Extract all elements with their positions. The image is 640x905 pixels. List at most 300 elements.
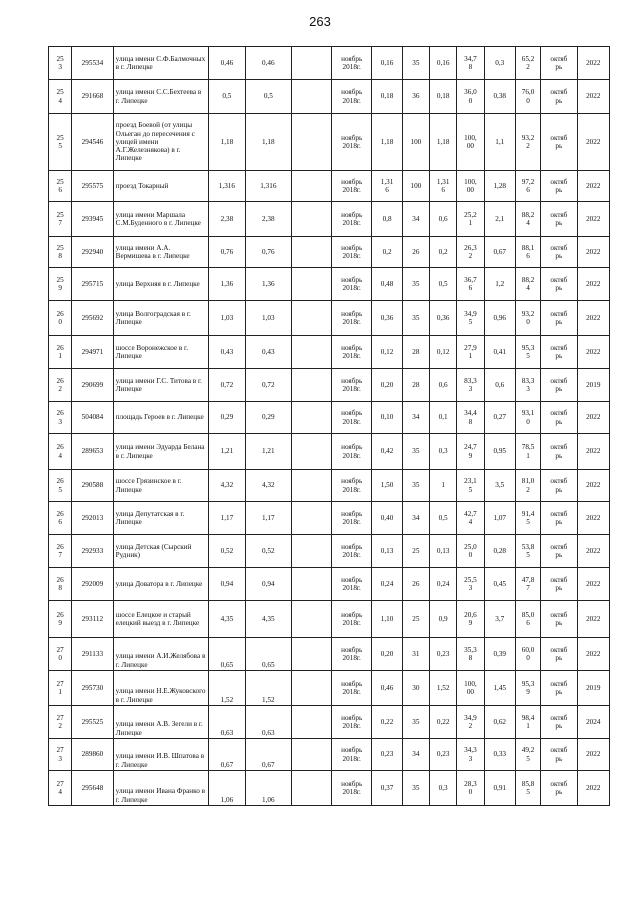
value-2: 31: [402, 638, 429, 671]
target-month: октяб рь: [541, 336, 577, 369]
blank-cell: [291, 671, 331, 706]
value-5: 1,07: [484, 502, 515, 535]
row-number: 25 4: [49, 80, 72, 114]
road-id: 295575: [72, 171, 113, 202]
value-1: 0,12: [372, 336, 402, 369]
row-number: 27 2: [49, 706, 72, 739]
road-id: 295525: [72, 706, 113, 739]
value-2: 100: [402, 114, 429, 171]
value-6: 95,3 9: [515, 671, 540, 706]
survey-month: ноябрь 2018г.: [331, 535, 371, 568]
value-4: 27,9 1: [457, 336, 484, 369]
survey-month: ноябрь 2018г.: [331, 202, 371, 237]
blank-cell: [291, 535, 331, 568]
survey-month: ноябрь 2018г.: [331, 301, 371, 336]
row-number: 27 1: [49, 671, 72, 706]
row-number: 27 4: [49, 771, 72, 806]
value-6: 88,1 6: [515, 237, 540, 268]
table-row: [49, 114, 610, 171]
value-4: 34,4 8: [457, 402, 484, 434]
row-number: 26 2: [49, 369, 72, 402]
target-month: октяб рь: [541, 568, 577, 601]
length-total: 1,17: [208, 502, 245, 535]
length-total: 1,18: [208, 114, 245, 171]
length-total: 1,316: [208, 171, 245, 202]
road-name: улица имени А.А. Вермишева в г. Липецке: [113, 237, 208, 268]
road-name: шоссе Воронежское в г. Липецке: [113, 336, 208, 369]
road-name: улица имени Н.Е.Жуковского в г. Липецке: [113, 671, 208, 706]
value-6: 85,8 5: [515, 771, 540, 806]
target-month: октяб рь: [541, 601, 577, 638]
value-4: 20,6 9: [457, 601, 484, 638]
value-1: 0,23: [372, 739, 402, 771]
value-1: 1,50: [372, 470, 402, 502]
target-month: октяб рь: [541, 638, 577, 671]
value-3: 0,24: [430, 568, 457, 601]
survey-month: ноябрь 2018г.: [331, 601, 371, 638]
length-repair: 0,43: [246, 336, 291, 369]
target-year: 2022: [577, 638, 609, 671]
row-number: 26 8: [49, 568, 72, 601]
target-year: 2022: [577, 47, 609, 80]
value-6: 98,4 1: [515, 706, 540, 739]
value-6: 53,8 5: [515, 535, 540, 568]
target-year: 2022: [577, 771, 609, 806]
blank-cell: [291, 237, 331, 268]
value-4: 34,9 5: [457, 301, 484, 336]
survey-month: ноябрь 2018г.: [331, 237, 371, 268]
table-row: [49, 568, 610, 601]
target-month: октяб рь: [541, 47, 577, 80]
value-2: 30: [402, 671, 429, 706]
value-4: 23,1 5: [457, 470, 484, 502]
value-6: 95,3 5: [515, 336, 540, 369]
road-name: улица Детская (Сырский Рудник): [113, 535, 208, 568]
length-repair: 0,29: [246, 402, 291, 434]
target-month: октяб рь: [541, 202, 577, 237]
survey-month: ноябрь 2018г.: [331, 434, 371, 470]
road-id: 290699: [72, 369, 113, 402]
value-3: 0,12: [430, 336, 457, 369]
value-2: 34: [402, 402, 429, 434]
target-month: октяб рь: [541, 369, 577, 402]
road-id: 291133: [72, 638, 113, 671]
value-4: 26,3 2: [457, 237, 484, 268]
value-6: 97,2 6: [515, 171, 540, 202]
road-id: 292009: [72, 568, 113, 601]
value-5: 0,95: [484, 434, 515, 470]
road-name: улица имени А.И.Желябова в г. Липецке: [113, 638, 208, 671]
value-1: 1,18: [372, 114, 402, 171]
target-year: 2022: [577, 434, 609, 470]
value-1: 0,20: [372, 638, 402, 671]
survey-month: ноябрь 2018г.: [331, 771, 371, 806]
survey-month: ноябрь 2018г.: [331, 706, 371, 739]
table-row: [49, 434, 610, 470]
value-4: 36,0 0: [457, 80, 484, 114]
target-month: октяб рь: [541, 237, 577, 268]
value-4: 24,7 9: [457, 434, 484, 470]
length-repair: 1,18: [246, 114, 291, 171]
value-5: 0,45: [484, 568, 515, 601]
value-2: 35: [402, 434, 429, 470]
value-3: 0,3: [430, 434, 457, 470]
value-3: 0,13: [430, 535, 457, 568]
value-6: 47,8 7: [515, 568, 540, 601]
road-name: проезд Боевой (от улицы Ольеган до пересечения с улицей имени А.Г.Железнякова) в г. Липецке: [113, 114, 208, 171]
blank-cell: [291, 301, 331, 336]
road-name: улица имени С.Ф.Балмочных в г. Липецке: [113, 47, 208, 80]
value-5: 1,28: [484, 171, 515, 202]
row-number: 25 5: [49, 114, 72, 171]
value-6: 49,2 5: [515, 739, 540, 771]
length-total: 0,46: [208, 47, 245, 80]
value-3: 0,9: [430, 601, 457, 638]
value-2: 28: [402, 336, 429, 369]
value-6: 88,2 4: [515, 202, 540, 237]
value-5: 0,41: [484, 336, 515, 369]
value-2: 25: [402, 535, 429, 568]
value-6: 85,0 6: [515, 601, 540, 638]
table-row: [49, 638, 610, 671]
table-row: [49, 671, 610, 706]
value-1: 0,37: [372, 771, 402, 806]
value-1: 0,16: [372, 47, 402, 80]
survey-month: ноябрь 2018г.: [331, 638, 371, 671]
length-total: 2,38: [208, 202, 245, 237]
road-id: 295534: [72, 47, 113, 80]
table-row: [49, 470, 610, 502]
value-3: 0,5: [430, 268, 457, 301]
road-name: улица имени Ивана Франко в г. Липецке: [113, 771, 208, 806]
survey-month: ноябрь 2018г.: [331, 369, 371, 402]
value-5: 0,28: [484, 535, 515, 568]
value-5: 0,62: [484, 706, 515, 739]
value-2: 28: [402, 369, 429, 402]
road-id: 292013: [72, 502, 113, 535]
length-total: 1,21: [208, 434, 245, 470]
row-number: 27 3: [49, 739, 72, 771]
value-3: 0,1: [430, 402, 457, 434]
value-3: 0,3: [430, 771, 457, 806]
length-total: 0,67: [208, 739, 245, 771]
survey-month: ноябрь 2018г.: [331, 171, 371, 202]
blank-cell: [291, 638, 331, 671]
value-3: 0,22: [430, 706, 457, 739]
value-3: 0,18: [430, 80, 457, 114]
target-year: 2022: [577, 114, 609, 171]
roads-table: [48, 46, 610, 806]
target-year: 2022: [577, 336, 609, 369]
value-5: 3,7: [484, 601, 515, 638]
value-4: 100, 00: [457, 671, 484, 706]
value-2: 35: [402, 706, 429, 739]
value-4: 36,7 6: [457, 268, 484, 301]
table-row: [49, 80, 610, 114]
survey-month: ноябрь 2018г.: [331, 470, 371, 502]
value-2: 26: [402, 568, 429, 601]
value-4: 25,2 1: [457, 202, 484, 237]
table-row: [49, 47, 610, 80]
length-total: 0,94: [208, 568, 245, 601]
value-5: 0,27: [484, 402, 515, 434]
length-total: 1,36: [208, 268, 245, 301]
table-row: [49, 336, 610, 369]
table-row: [49, 202, 610, 237]
road-name: улица имени Г.С. Титова в г. Липецке: [113, 369, 208, 402]
target-year: 2022: [577, 402, 609, 434]
road-name: улица имени С.С.Бехтеева в г. Липецке: [113, 80, 208, 114]
target-year: 2022: [577, 739, 609, 771]
length-repair: 0,5: [246, 80, 291, 114]
survey-month: ноябрь 2018г.: [331, 671, 371, 706]
length-repair: 0,52: [246, 535, 291, 568]
value-1: 0,40: [372, 502, 402, 535]
table-row: [49, 535, 610, 568]
value-3: 1,18: [430, 114, 457, 171]
target-month: октяб рь: [541, 470, 577, 502]
value-2: 34: [402, 202, 429, 237]
value-5: 0,67: [484, 237, 515, 268]
road-id: 289860: [72, 739, 113, 771]
road-name: улица Верхняя в г. Липецке: [113, 268, 208, 301]
length-repair: 0,76: [246, 237, 291, 268]
value-5: 0,96: [484, 301, 515, 336]
road-id: 292940: [72, 237, 113, 268]
road-name: улица Депутатская в г. Липецке: [113, 502, 208, 535]
table-row: [49, 739, 610, 771]
value-6: 93,2 2: [515, 114, 540, 171]
length-total: 1,03: [208, 301, 245, 336]
value-1: 0,48: [372, 268, 402, 301]
road-id: 295692: [72, 301, 113, 336]
value-4: 34,3 3: [457, 739, 484, 771]
value-1: 1,10: [372, 601, 402, 638]
row-number: 26 4: [49, 434, 72, 470]
target-month: октяб рь: [541, 171, 577, 202]
road-name: проезд Токарный: [113, 171, 208, 202]
row-number: 26 9: [49, 601, 72, 638]
value-2: 25: [402, 601, 429, 638]
table-row: [49, 268, 610, 301]
length-total: 0,52: [208, 535, 245, 568]
row-number: 25 9: [49, 268, 72, 301]
road-name: улица имени Эдуарда Белана в г. Липецке: [113, 434, 208, 470]
table-row: [49, 502, 610, 535]
length-repair: 0,65: [246, 638, 291, 671]
value-2: 35: [402, 771, 429, 806]
value-2: 36: [402, 80, 429, 114]
value-5: 0,91: [484, 771, 515, 806]
row-number: 26 3: [49, 402, 72, 434]
length-repair: 0,63: [246, 706, 291, 739]
blank-cell: [291, 771, 331, 806]
target-year: 2022: [577, 568, 609, 601]
row-number: 26 7: [49, 535, 72, 568]
road-id: 292933: [72, 535, 113, 568]
value-3: 0,6: [430, 202, 457, 237]
value-6: 83,3 3: [515, 369, 540, 402]
target-month: октяб рь: [541, 671, 577, 706]
row-number: 26 5: [49, 470, 72, 502]
table-row: [49, 369, 610, 402]
target-year: 2019: [577, 671, 609, 706]
value-1: 0,13: [372, 535, 402, 568]
target-year: 2022: [577, 535, 609, 568]
value-4: 100, 00: [457, 171, 484, 202]
length-repair: 1,17: [246, 502, 291, 535]
blank-cell: [291, 601, 331, 638]
target-month: октяб рь: [541, 434, 577, 470]
road-id: 293945: [72, 202, 113, 237]
length-total: 0,76: [208, 237, 245, 268]
target-month: октяб рь: [541, 114, 577, 171]
target-year: 2022: [577, 301, 609, 336]
target-month: октяб рь: [541, 739, 577, 771]
value-6: 65,2 2: [515, 47, 540, 80]
value-5: 1,2: [484, 268, 515, 301]
survey-month: ноябрь 2018г.: [331, 80, 371, 114]
blank-cell: [291, 47, 331, 80]
value-6: 93,2 0: [515, 301, 540, 336]
blank-cell: [291, 739, 331, 771]
value-5: 0,39: [484, 638, 515, 671]
value-2: 34: [402, 739, 429, 771]
value-6: 81,0 2: [515, 470, 540, 502]
length-total: 1,06: [208, 771, 245, 806]
value-3: 0,16: [430, 47, 457, 80]
row-number: 26 1: [49, 336, 72, 369]
road-id: 291668: [72, 80, 113, 114]
blank-cell: [291, 80, 331, 114]
value-4: 25,0 0: [457, 535, 484, 568]
length-total: 0,29: [208, 402, 245, 434]
value-1: 0,24: [372, 568, 402, 601]
value-1: 0,18: [372, 80, 402, 114]
target-year: 2019: [577, 369, 609, 402]
target-year: 2022: [577, 470, 609, 502]
row-number: 25 3: [49, 47, 72, 80]
value-6: 88,2 4: [515, 268, 540, 301]
row-number: 27 0: [49, 638, 72, 671]
length-repair: 1,06: [246, 771, 291, 806]
target-year: 2022: [577, 80, 609, 114]
survey-month: ноябрь 2018г.: [331, 47, 371, 80]
value-5: 0,3: [484, 47, 515, 80]
length-total: 0,72: [208, 369, 245, 402]
value-4: 25,5 3: [457, 568, 484, 601]
road-id: 295715: [72, 268, 113, 301]
value-1: 0,8: [372, 202, 402, 237]
target-month: октяб рь: [541, 80, 577, 114]
road-id: 295648: [72, 771, 113, 806]
table-row: [49, 771, 610, 806]
road-name: шоссе Елецкое и старый елецкий выезд в г. Липецке: [113, 601, 208, 638]
value-5: 0,38: [484, 80, 515, 114]
length-total: 4,32: [208, 470, 245, 502]
target-year: 2022: [577, 601, 609, 638]
value-3: 0,2: [430, 237, 457, 268]
survey-month: ноябрь 2018г.: [331, 336, 371, 369]
blank-cell: [291, 369, 331, 402]
row-number: 25 7: [49, 202, 72, 237]
road-id: 289653: [72, 434, 113, 470]
blank-cell: [291, 568, 331, 601]
value-4: 35,3 8: [457, 638, 484, 671]
length-repair: 4,35: [246, 601, 291, 638]
road-name: улица Волгоградская в г. Липецке: [113, 301, 208, 336]
survey-month: ноябрь 2018г.: [331, 402, 371, 434]
value-1: 0,10: [372, 402, 402, 434]
value-3: 0,23: [430, 638, 457, 671]
value-1: 0,36: [372, 301, 402, 336]
length-repair: 1,316: [246, 171, 291, 202]
length-repair: 1,03: [246, 301, 291, 336]
survey-month: ноябрь 2018г.: [331, 268, 371, 301]
road-name: площадь Героев в г. Липецке: [113, 402, 208, 434]
road-name: улица Доватора в г. Липецке: [113, 568, 208, 601]
target-year: 2022: [577, 502, 609, 535]
length-total: 1,52: [208, 671, 245, 706]
survey-month: ноябрь 2018г.: [331, 114, 371, 171]
value-1: 0,2: [372, 237, 402, 268]
target-year: 2022: [577, 171, 609, 202]
table-row: [49, 706, 610, 739]
value-2: 35: [402, 301, 429, 336]
survey-month: ноябрь 2018г.: [331, 568, 371, 601]
value-1: 0,42: [372, 434, 402, 470]
value-3: 0,5: [430, 502, 457, 535]
value-4: 100, 00: [457, 114, 484, 171]
value-2: 35: [402, 47, 429, 80]
blank-cell: [291, 268, 331, 301]
value-1: 1,31 6: [372, 171, 402, 202]
value-5: 1,45: [484, 671, 515, 706]
value-3: 1,31 6: [430, 171, 457, 202]
length-total: 0,5: [208, 80, 245, 114]
page-number: 263: [309, 14, 331, 29]
target-month: октяб рь: [541, 301, 577, 336]
value-6: 60,0 0: [515, 638, 540, 671]
target-month: октяб рь: [541, 706, 577, 739]
target-month: октяб рь: [541, 502, 577, 535]
length-repair: 4,32: [246, 470, 291, 502]
road-name: шоссе Грязинское в г. Липецке: [113, 470, 208, 502]
value-2: 34: [402, 502, 429, 535]
value-6: 93,1 0: [515, 402, 540, 434]
road-id: 290588: [72, 470, 113, 502]
value-1: 0,22: [372, 706, 402, 739]
survey-month: ноябрь 2018г.: [331, 739, 371, 771]
blank-cell: [291, 336, 331, 369]
row-number: 25 8: [49, 237, 72, 268]
table-row: [49, 171, 610, 202]
road-id: 295730: [72, 671, 113, 706]
table-row: [49, 237, 610, 268]
target-year: 2024: [577, 706, 609, 739]
road-id: 504084: [72, 402, 113, 434]
value-5: 0,33: [484, 739, 515, 771]
value-5: 2,1: [484, 202, 515, 237]
table-row: [49, 402, 610, 434]
blank-cell: [291, 402, 331, 434]
value-2: 35: [402, 470, 429, 502]
length-repair: 0,67: [246, 739, 291, 771]
blank-cell: [291, 706, 331, 739]
target-month: октяб рь: [541, 402, 577, 434]
value-4: 34,7 8: [457, 47, 484, 80]
target-year: 2022: [577, 237, 609, 268]
